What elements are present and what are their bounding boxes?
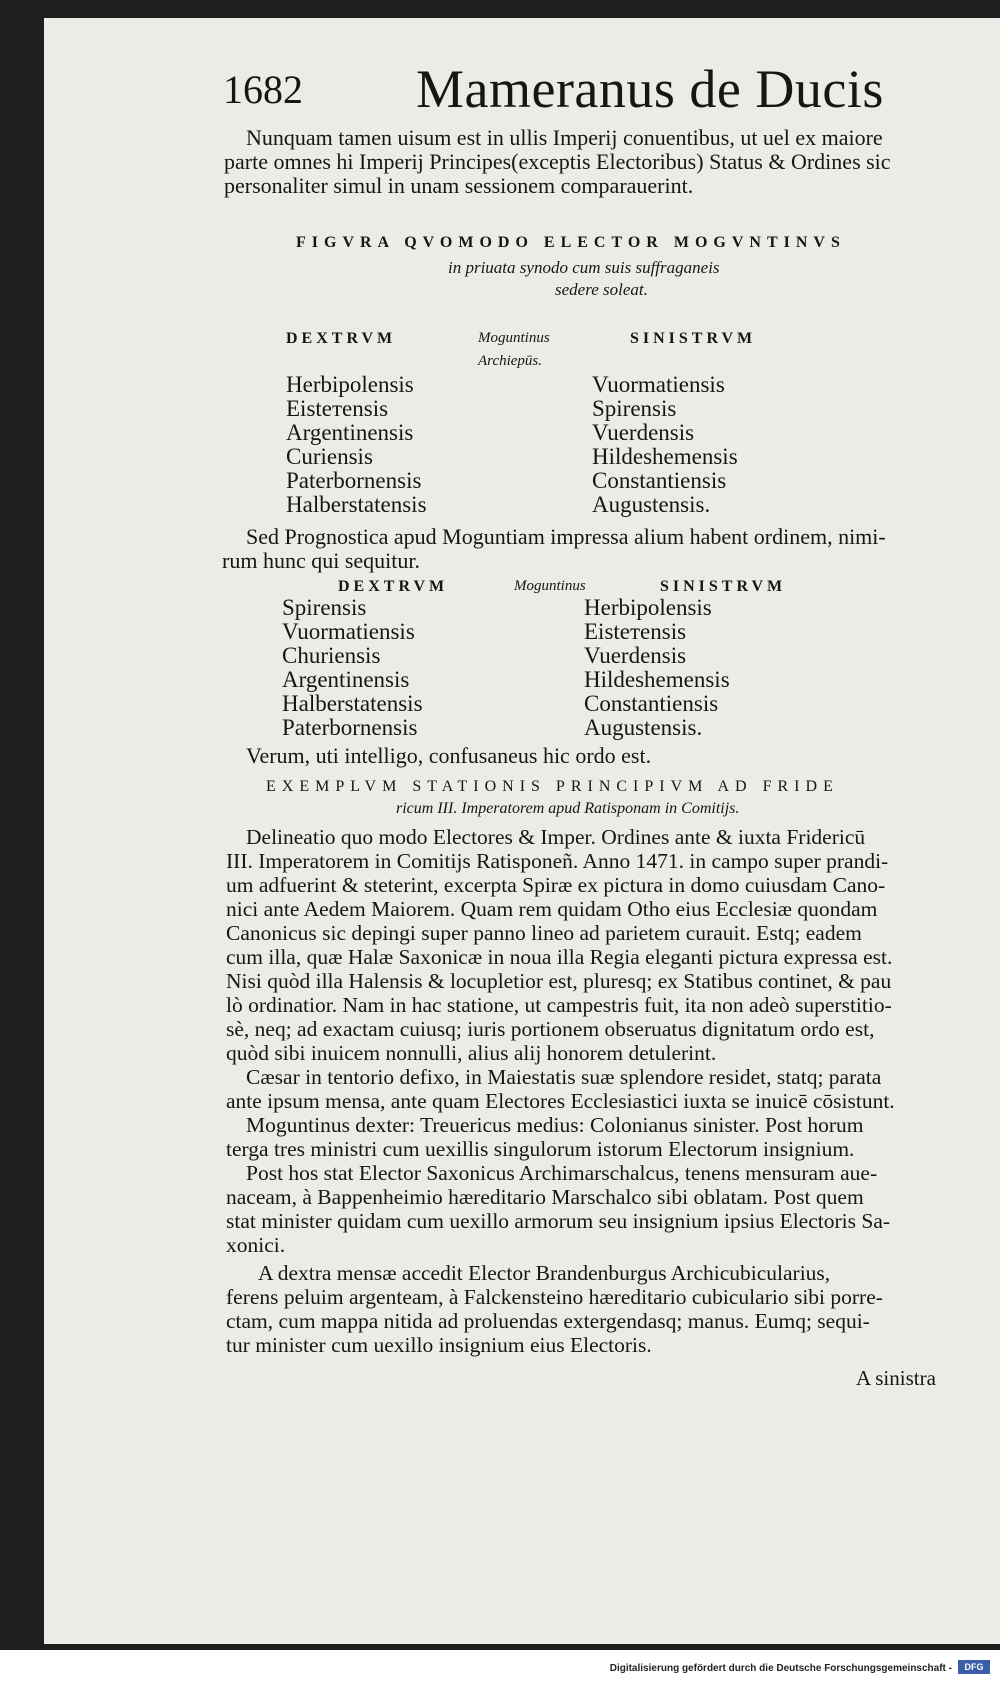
closing-line: Verum, uti intelligo, confusaneus hic ordo est.: [246, 743, 652, 768]
paragraph-line: terga tres ministri cum uexillis singulorum istorum Electorum insignium.: [226, 1137, 855, 1161]
figure2-left-item: Churiensis: [282, 643, 381, 668]
paragraph-line: A dextra mensæ accedit Elector Brandenburgus Archicubicularius,: [258, 1261, 831, 1285]
paragraph-line: ctam, cum mappa nitida ad proluendas extergendasq; manus. Eumq; sequi-: [226, 1309, 870, 1333]
intro-line: personaliter simul in unam sessionem comparauerint.: [224, 173, 694, 198]
figure2-right-item: Eisteтensis: [584, 619, 687, 644]
paragraph-line: stat minister quidam cum uexillo armorum seu insignium ipsius Electoris Sa-: [226, 1209, 891, 1233]
section-caption-subtitle: ricum III. Imperatorem apud Ratisponam in Comitijs.: [396, 800, 740, 817]
catchword: A sinistra: [856, 1366, 936, 1390]
paragraph-line: naceam, à Bappenheimio hæreditario Marschalco sibi oblatam. Post quem: [226, 1185, 864, 1209]
figure1-subtitle: in priuata synodo cum suis suffraganeis: [448, 258, 720, 277]
paragraph-line: III. Imperatorem in Comitijs Ratisponeñ. Anno 1471. in campo super prandi-: [226, 849, 889, 873]
figure1-left-item: Halberstatensis: [286, 492, 427, 517]
figure1-center-label: Archiepūs.: [478, 353, 543, 369]
figure1-left-item: Argentinensis: [286, 420, 414, 445]
figure1-right-item: Spirensis: [592, 396, 677, 421]
figure1-left-head: DEXTRVM: [286, 330, 397, 347]
paragraph-line: Nisi quòd illa Halensis & locupletior est, pluresq; ex Statibus continet, & pau: [226, 969, 892, 993]
figure1-left-item: Eisteтensis: [286, 396, 389, 421]
paragraph-line: nici ante Aedem Maiorem. Quam rem quidam Otho eius Ecclesiæ quondam: [226, 897, 878, 921]
figure2-right-item: Hildeshemensis: [584, 667, 730, 692]
figure1-right-item: Constantiensis: [592, 468, 727, 493]
figure2-left-item: Vuormatiensis: [282, 619, 415, 644]
mid-line: Sed Prognostica apud Moguntiam impressa alium habent ordinem, nimi-: [246, 524, 886, 549]
paragraph-line: cum illa, quæ Halæ Saxonicæ in noua illa Regia eleganti pictura expressa est.: [226, 945, 893, 969]
dfg-logo: DFG: [958, 1660, 990, 1674]
paragraph-line: Delineatio quo modo Electores & Imper. Ordines ante & iuxta Fridericū: [246, 825, 866, 849]
page-number: 1682: [223, 67, 303, 112]
figure2-left-item: Paterbornensis: [282, 715, 418, 740]
paragraph-line: quòd sibi inuicem nonnulli, alius alij honorem detulerint.: [226, 1041, 717, 1065]
mid-line: rum hunc qui sequitur.: [222, 548, 420, 573]
paragraph-line: ante ipsum mensa, ante quam Electores Ecclesiastici iuxta se inuicē cōsistunt.: [226, 1089, 895, 1113]
figure2-right-head: SINISTRVM: [660, 578, 787, 595]
figure1-right-item: Hildeshemensis: [592, 444, 738, 469]
figure1-right-item: Vuormatiensis: [592, 372, 725, 397]
intro-line: Nunquam tamen uisum est in ullis Imperij conuentibus, ut uel ex maiore: [246, 125, 883, 150]
paragraph-line: Moguntinus dexter: Treuericus medius: Colonianus sinister. Post horum: [246, 1113, 864, 1137]
figure2-center-label: Moguntinus: [514, 578, 586, 594]
figure2-left-item: Spirensis: [282, 595, 367, 620]
figure1-right-item: Vuerdensis: [592, 420, 695, 445]
figure1-title: FIGVRA QVOMODO ELECTOR MOGVNTINVS: [296, 234, 846, 251]
figure2-left-item: Halberstatensis: [282, 691, 423, 716]
paragraph-line: um adfuerint & steterint, excerpta Spiræ ex pictura in domo cuiusdam Cano-: [226, 873, 886, 897]
paragraph-line: lò ordinatior. Nam in hac statione, ut campestris fuit, ita non adeò superstitio-: [226, 993, 892, 1017]
paragraph-line: Cæsar in tentorio defixo, in Maiestatis suæ splendore residet, statq; parata: [246, 1065, 882, 1089]
figure2-right-item: Augustensis.: [584, 715, 703, 740]
figure1-left-item: Herbipolensis: [286, 372, 414, 397]
intro-line: parte omnes hi Imperij Principes(exceptis Electoribus) Status & Ordines sic: [224, 149, 891, 174]
paragraph-line: Canonicus sic depingi super panno lineo ad parietem curauit. Estq; eadem: [226, 921, 862, 945]
figure2-right-item: Herbipolensis: [584, 595, 712, 620]
funding-notice: Digitalisierung gefördert durch die Deutsche Forschungsgemeinschaft -: [609, 1663, 952, 1674]
paragraph-line: Post hos stat Elector Saxonicus Archimarschalcus, tenens mensuram aue-: [246, 1161, 878, 1185]
figure2-left-head: DEXTRVM: [338, 578, 449, 595]
running-head: Mameranus de Ducis: [416, 59, 884, 119]
figure1-left-item: Curiensis: [286, 444, 373, 469]
figure2-left-item: Argentinensis: [282, 667, 410, 692]
section-caption-title: EXEMPLVM STATIONIS PRINCIPIVM AD FRIDE: [266, 778, 839, 795]
figure1-subtitle: sedere soleat.: [555, 280, 648, 299]
paragraph-line: sè, neq; ad exactam cuiusq; iuris portionem obseruatus dignitatum ordo est,: [226, 1017, 875, 1041]
figure1-center-label: Moguntinus: [478, 330, 550, 346]
paragraph-line: xonici.: [226, 1233, 286, 1257]
figure1-left-item: Paterbornensis: [286, 468, 422, 493]
figure2-right-item: Constantiensis: [584, 691, 719, 716]
figure1-right-head: SINISTRVM: [630, 330, 757, 347]
figure1-right-item: Augustensis.: [592, 492, 711, 517]
paragraph-line: tur minister cum uexillo insignium eius Electoris.: [226, 1333, 652, 1357]
paragraph-line: ferens peluim argenteam, à Falckensteino hæreditario cubiculario sibi porre-: [226, 1285, 883, 1309]
figure2-right-item: Vuerdensis: [584, 643, 687, 668]
